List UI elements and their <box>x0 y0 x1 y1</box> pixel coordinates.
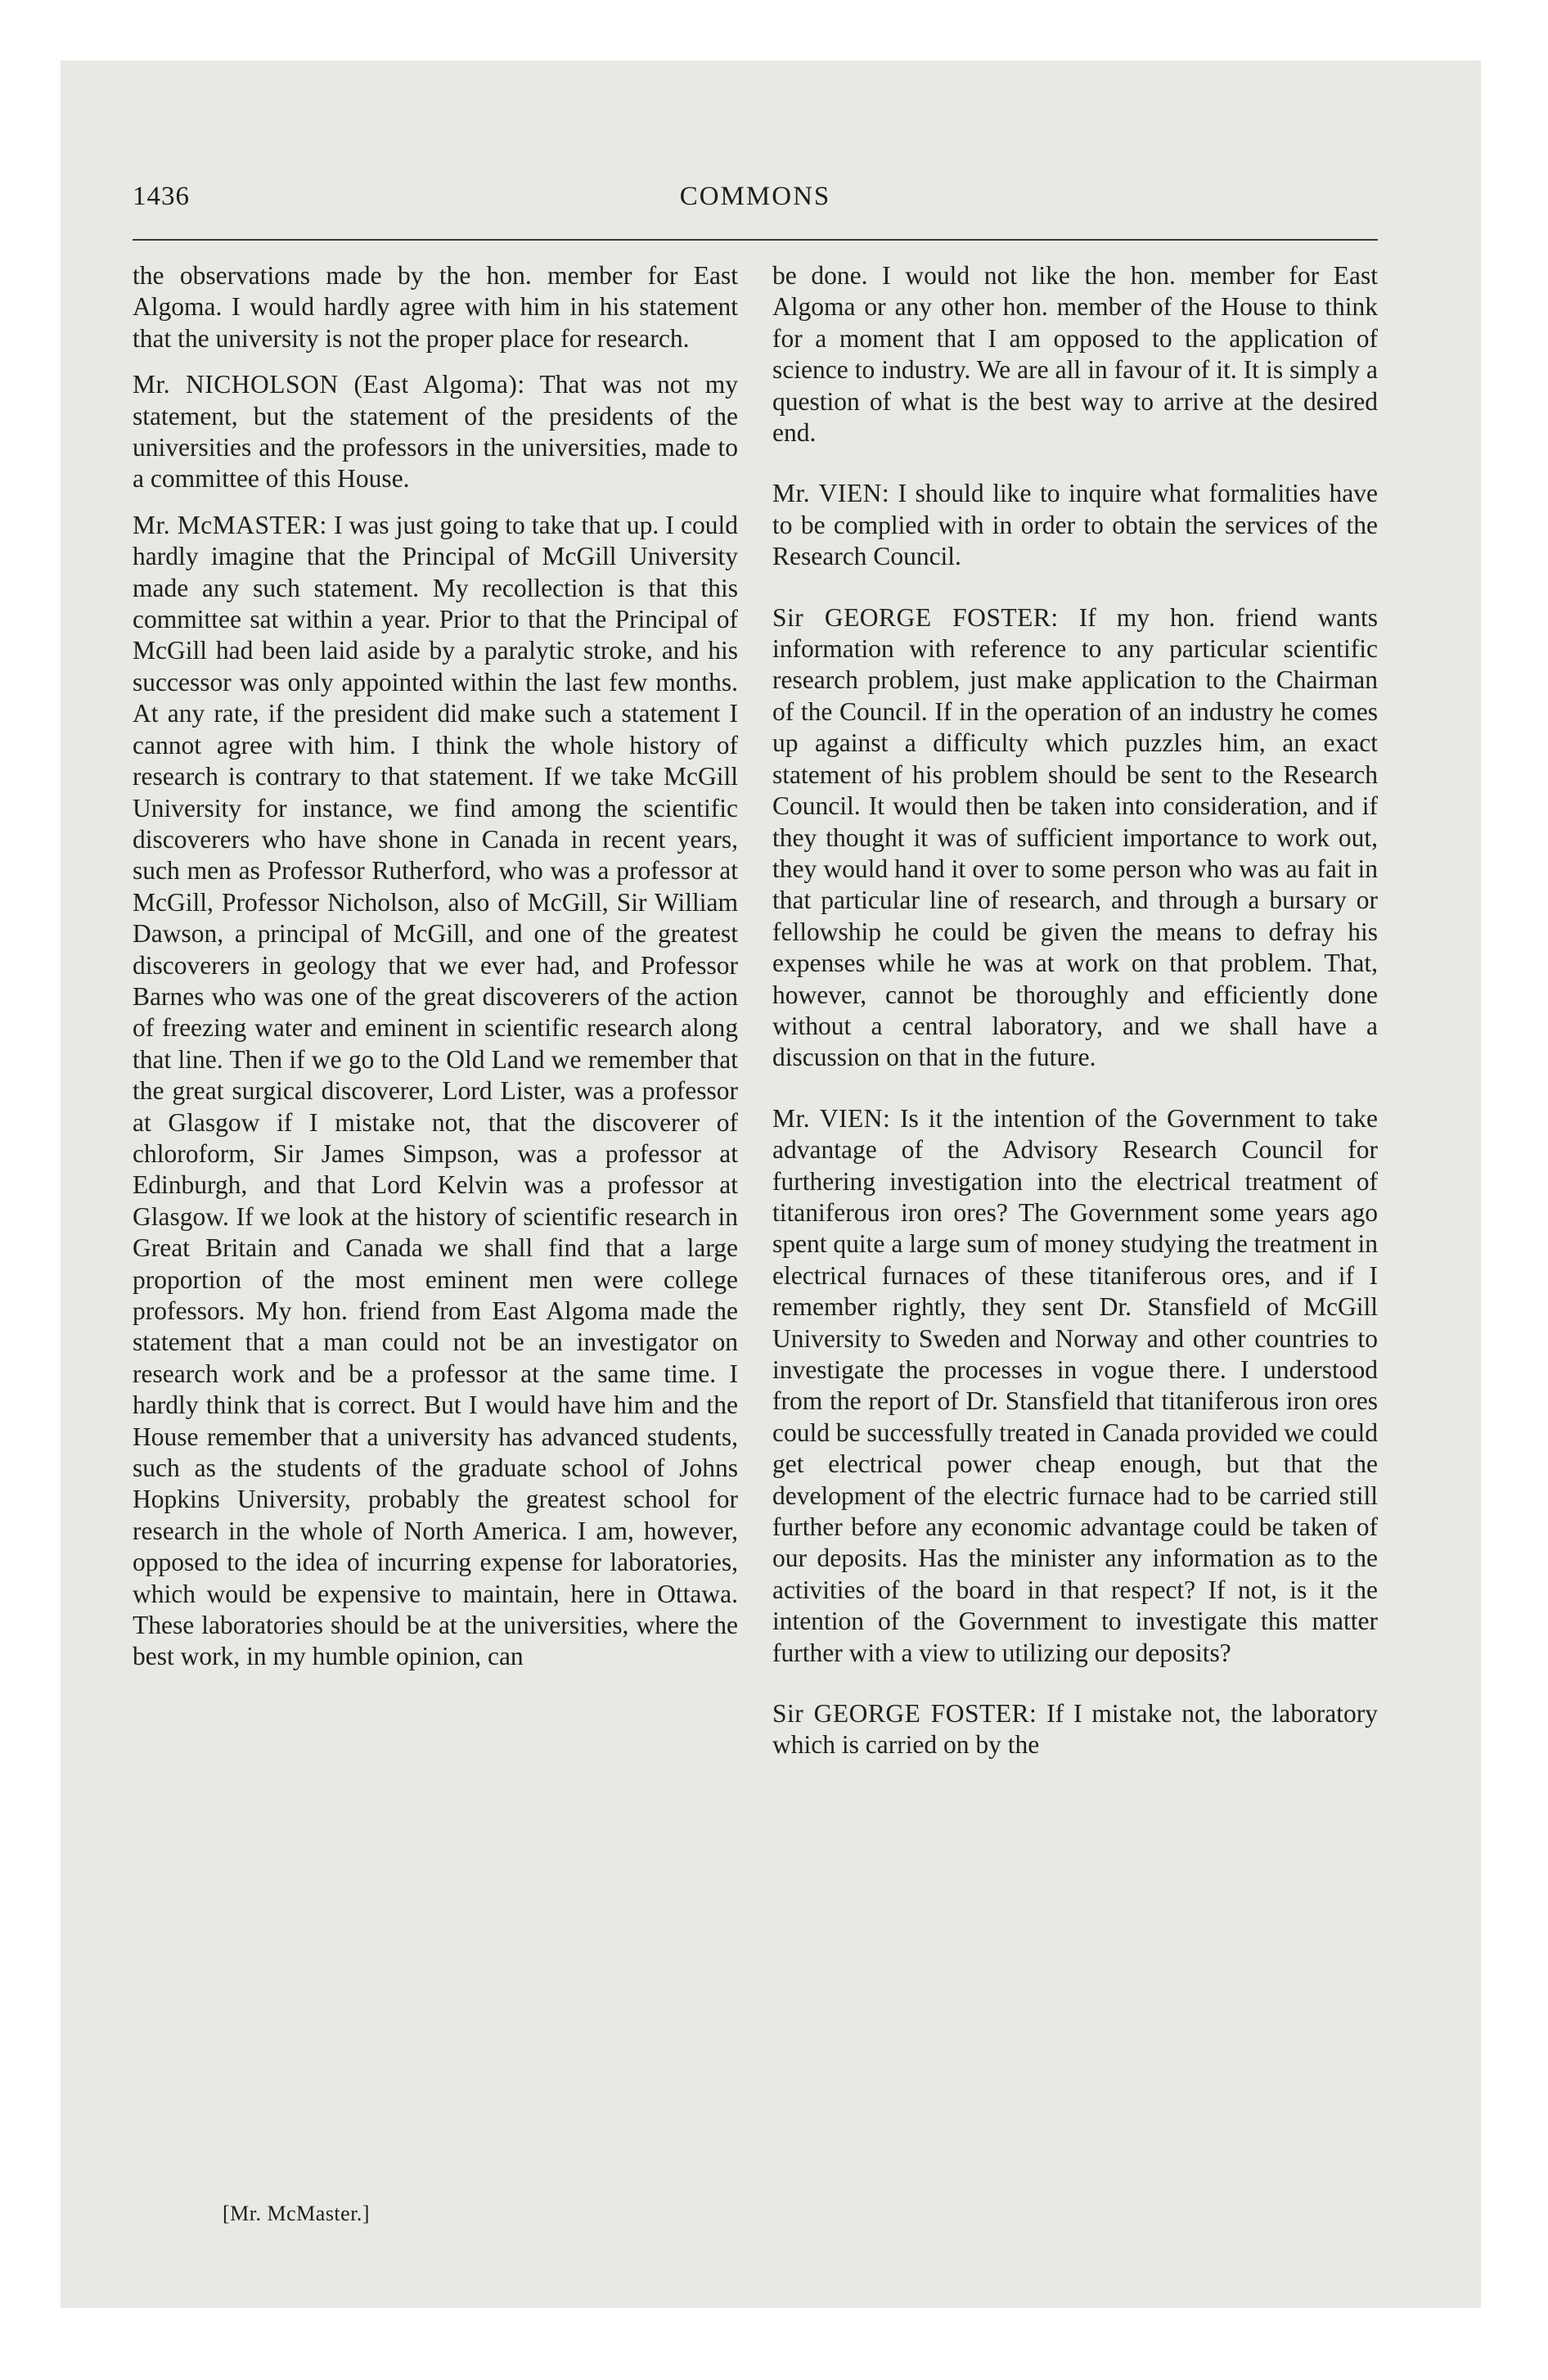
paragraph-text: I should like to inquire what formalities have to be complied with in order to obtain the services of the Research Council. <box>772 479 1378 571</box>
speaker-name: Mr. McMASTER: <box>133 510 327 539</box>
paragraph-vien <box>772 478 1378 572</box>
right-column <box>772 260 1378 1761</box>
paragraph-text: the observations made by the hon. member for East Algoma. I would hardly agree with him in his statement that the university is not the proper place for research. <box>133 261 738 353</box>
running-head: COMMONS <box>679 182 831 211</box>
paragraph-vien-2 <box>772 1103 1378 1669</box>
paragraph-continued <box>772 260 1378 449</box>
header-rule <box>133 239 1378 241</box>
paragraph-foster-2 <box>772 1698 1378 1761</box>
speaker-name: Mr. VIEN: <box>772 479 890 508</box>
page-number: 1436 <box>133 182 190 211</box>
paragraph-continued <box>133 260 738 354</box>
left-column <box>133 260 738 1673</box>
paragraph-text: Is it the intention of the Government to take advantage of the Advisory Research Council for furthering investigation into the electrical treatment of titaniferous iron ores? The Government some years ago spent quite a large sum of money studying the treatment in electrical furnaces of these titaniferous ores, and if I remember rightly, they sent Dr. Stansfield of McGill University to Sweden and Norway and other countries to investigate the processes in vogue there. I understood from the report of Dr. Stansfield that titaniferous iron ores could be successfully treated in Canada provided we could get electrical power cheap enough, but that the development of the electric furnace had to be carried still further before any economic advantage could be taken of our deposits. Has the minister any information as to the activities of the board in that respect? If not, is it the intention of the Government to investigate this matter further with a view to utilizing our deposits? <box>772 1103 1379 1667</box>
paragraph-text: If I mistake not, the laboratory which is carried on by the <box>772 1699 1378 1760</box>
paragraph-foster <box>772 602 1378 1074</box>
footer-attribution: [Mr. McMaster.] <box>223 2202 371 2225</box>
speaker-name: Mr. NICHOLSON (East Algoma): <box>133 370 525 399</box>
paragraph-text: I was just going to take that up. I could hardly imagine that the Principal of McGill University made any such statement. My recollection is that this committee sat within a year. Prior to that the Principal of McGill had been laid aside by a paralytic stroke, and his successor was only appointed within the last few months. At any rate, if the president did make such a statement I cannot agree with him. I think the whole history of research is contrary to that statement. If we take McGill University for instance, we find among the scientific discoverers who have shone in Canada in recent years, such men as Professor Rutherford, who was a professor at McGill, Professor Nicholson, also of McGill, Sir William Dawson, a principal of McGill, and one of the greatest discoverers in geology that we ever had, and Professor Barnes who was one of the great discoverers of the action of freezing water and eminent in scientific research along that line. Then if we go to the Old Land we remember that the great surgical discoverer, Lord Lister, was a professor at Glasgow if I mistake not, that the discoverer of chloroform, Sir James Simpson, was a professor at Edinburgh, and that Lord Kelvin was a professor at Glasgow. If we look at the history of scientific research in Great Britain and Canada we shall find that a large proportion of the most eminent men were college professors. My hon. friend from East Algoma made the statement that a man could not be an investigator on research work and be a professor at the same time. I hardly think that is correct. But I would have him and the House remember that a university has advanced students, such as the students of the graduate school of Johns Hopkins University, probably the greatest school for research in the whole of North America. I am, however, opposed to the idea of incurring expense for laboratories, which would be expensive to maintain, here in Ottawa. These laboratories should be at the universities, where the best work, in my humble opinion, can <box>133 510 738 1671</box>
speaker-name: Mr. VIEN: <box>772 1103 891 1133</box>
paragraph-mcmaster <box>133 510 738 1673</box>
speaker-name: Sir GEORGE FOSTER: <box>772 1699 1037 1729</box>
speaker-name: Sir GEORGE FOSTER: <box>772 602 1059 632</box>
paragraph-text: That was not my statement, but the statement of the presidents of the universities and the professors in the universities, made to a committee of this House. <box>133 370 738 494</box>
paragraph-text: be done. I would not like the hon. member for East Algoma or any other hon. member of the House to think for a moment that I am opposed to the application of science to industry. We are all in favour of it. It is simply a question of what is the best way to arrive at the desired end. <box>772 261 1378 448</box>
paragraph-nicholson <box>133 369 738 495</box>
paragraph-text: If my hon. friend wants information with reference to any particular scientific research problem, just make application to the Chairman of the Council. If in the operation of an industry he comes up against a difficulty which puzzles him, an exact statement of his problem should be sent to the Research Council. It would then be taken into consideration, and if they thought it was of sufficient importance to work out, they would hand it over to some person who was au fait in that particular line of research, and through a bursary or fellowship he could be given the means to defray his expenses while he was at work on that problem. That, however, cannot be thoroughly and efficiently done without a central laboratory, and we shall have a discussion on that in the future. <box>772 602 1379 1072</box>
page-header <box>133 182 1378 231</box>
